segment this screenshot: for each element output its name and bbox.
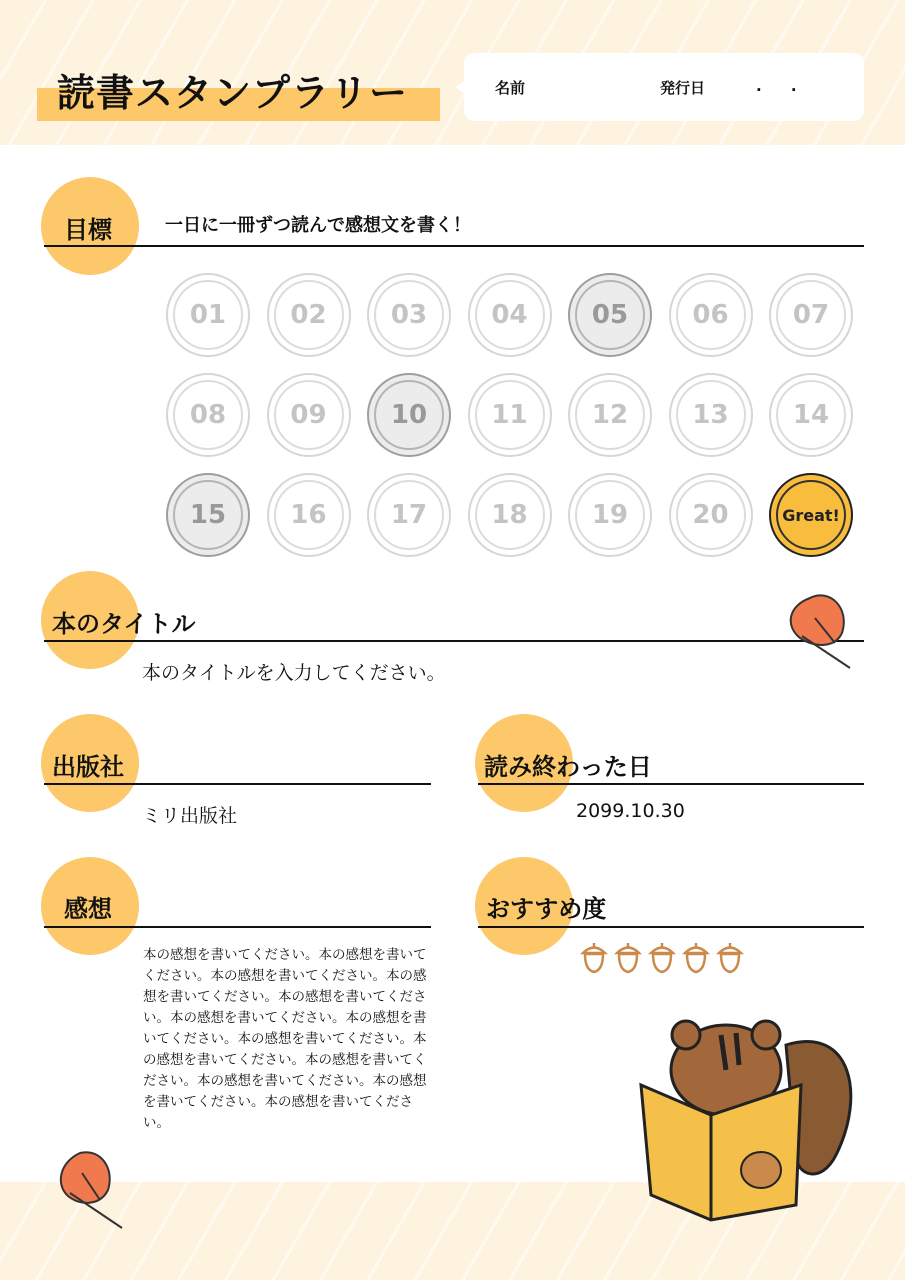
stamp-label: 01 [189, 300, 227, 330]
stamp-label: 13 [692, 400, 729, 430]
publisher-field[interactable]: ミリ出版社 [142, 805, 238, 827]
review-label: 感想 [64, 895, 112, 923]
recommend-label: おすすめ度 [486, 895, 607, 923]
publisher-label: 出版社 [52, 753, 124, 781]
stamp-11[interactable] [468, 373, 552, 457]
stamp-label: 05 [591, 300, 629, 330]
finished-date-field[interactable]: 2099.10.30 [576, 800, 685, 822]
book-title-underline [44, 640, 864, 642]
acorn-icon[interactable] [648, 940, 676, 978]
stamp-16[interactable] [267, 473, 351, 557]
page-title: 読書スタンプラリー [57, 71, 409, 115]
acorn-icon[interactable] [614, 940, 642, 978]
publisher-underline [44, 783, 431, 785]
stamp-20[interactable] [669, 473, 753, 557]
recommend-underline [478, 926, 864, 928]
stamp-label: 11 [491, 400, 528, 430]
leaf-icon [780, 588, 860, 673]
stamp-18[interactable] [468, 473, 552, 557]
stamp-17[interactable] [367, 473, 451, 557]
stamp-label: 10 [390, 400, 428, 430]
squirrel-reading-illustration [636, 1015, 866, 1230]
name-field[interactable] [554, 77, 654, 97]
acorn-icon[interactable] [682, 940, 710, 978]
stamp-label: 14 [792, 400, 830, 430]
stamp-label: 07 [792, 300, 830, 330]
stamp-05[interactable] [568, 273, 652, 357]
name-label: 名前 [495, 79, 526, 97]
stamp-label: 17 [390, 500, 428, 530]
stamp-label: 02 [290, 300, 327, 330]
stamp-label: 09 [290, 400, 327, 430]
stamp-label: 15 [189, 500, 227, 530]
goal-label: 目標 [64, 216, 112, 244]
stamp-label: 16 [290, 500, 327, 530]
book-title-label: 本のタイトル [52, 610, 196, 638]
stamp-04[interactable] [468, 273, 552, 357]
stamp-label: 19 [591, 500, 629, 530]
stamp-07[interactable] [769, 273, 853, 357]
info-box [464, 53, 864, 121]
stamp-label: 18 [491, 500, 528, 530]
stamp-10[interactable] [367, 373, 451, 457]
stamp-label: 08 [189, 400, 227, 430]
stamp-08[interactable] [166, 373, 250, 457]
issue-date-label: 発行日 [660, 79, 706, 97]
finished-date-label: 読み終わった日 [484, 753, 652, 781]
stamp-14[interactable] [769, 373, 853, 457]
stamp-02[interactable] [267, 273, 351, 357]
stamp-label: 06 [692, 300, 729, 330]
stamp-great[interactable] [769, 473, 853, 557]
goal-underline [44, 245, 864, 247]
goal-text[interactable]: 一日に一冊ずつ読んで感想文を書く！ [165, 215, 471, 236]
stamp-12[interactable] [568, 373, 652, 457]
stamp-03[interactable] [367, 273, 451, 357]
acorn-rating[interactable] [580, 940, 744, 978]
stamp-13[interactable] [669, 373, 753, 457]
stamp-label: 03 [390, 300, 428, 330]
stamp-label: Great! [782, 505, 840, 525]
acorn-icon[interactable] [716, 940, 744, 978]
stamp-09[interactable] [267, 373, 351, 457]
review-field[interactable]: 本の感想を書いてください。本の感想を書いてください。本の感想を書いてください。本の感想を書いてください。本の感想を書いてください。本の感想を書いてください。本の感想を書いてください。本の感想を書いてください。本の感想を書いてください。本の感想を書いてください。本の感想を書いてください。本の感想を書いてください。本の感想を書いてください。 [143, 947, 427, 1131]
stamp-01[interactable] [166, 273, 250, 357]
review-underline [44, 926, 431, 928]
acorn-icon[interactable] [580, 940, 608, 978]
stamp-06[interactable] [669, 273, 753, 357]
stamp-15[interactable] [166, 473, 250, 557]
stamp-label: 20 [692, 500, 729, 530]
book-title-field[interactable]: 本のタイトルを入力してください。 [142, 662, 446, 684]
stamp-label: 04 [491, 300, 528, 330]
leaf-icon [50, 1148, 130, 1233]
issue-date-field[interactable]: . . [756, 77, 809, 95]
finished-underline [478, 783, 864, 785]
stamp-label: 12 [591, 400, 629, 430]
stamp-19[interactable] [568, 473, 652, 557]
